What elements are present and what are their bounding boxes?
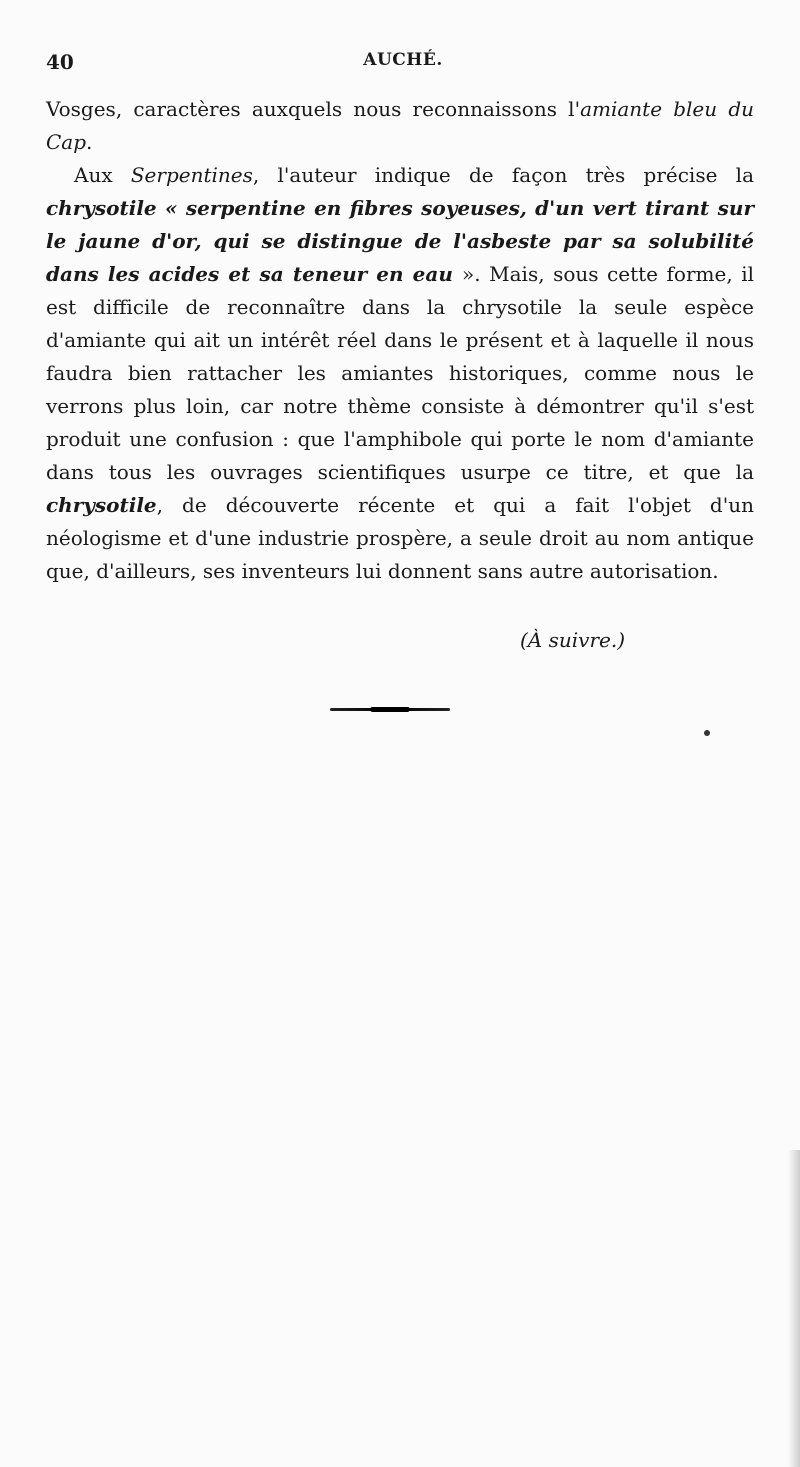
ink-speck — [704, 730, 710, 736]
paragraph-1-period: . — [86, 130, 93, 154]
body-text — [46, 93, 754, 588]
running-head: AUCHÉ. — [363, 50, 443, 70]
paragraph-1-italic: amiante bleu du Cap — [46, 97, 754, 154]
paragraph-2-quotation: « serpentine en fibres soyeuses, d'un vert tirant sur le jaune d'or, qui se distingue de l'asbeste par sa solubilité dans les acides et sa teneur en eau — [46, 196, 754, 286]
paragraph-1-text: Vosges, caractères auxquels nous reconnaissons l' — [46, 97, 581, 121]
page-header — [46, 50, 760, 82]
page-edge-shadow — [788, 1150, 800, 1467]
section-rule — [330, 708, 450, 711]
paragraph-2-text-d: , de découverte récente et qui a fait l'objet d'un néologisme et d'une industrie prospère, a seule droit au nom antique que, d'ailleurs, ses inventeurs lui donnent sans autre autorisation. — [46, 493, 754, 583]
paragraph-2-text-b: , l'auteur indique de façon très précise la — [252, 163, 754, 187]
paragraph-2-serpentines: Serpentines — [130, 163, 253, 187]
paragraph-2-text-c: ». Mais, sous cette forme, il est difficile de reconnaître dans la chrysotile la seule espèce d'amiante qui ait un intérêt réel dans le présent et à laquelle il nous faudra bien rattacher les amiantes historiques, comme nous le verrons plus loin, car notre thème consiste à démontrer qu'il s'est produit une confusion : que l'amphibole qui porte le nom d'amiante dans tous les ouvrages scientifiques usurpe ce titre, et que la — [46, 262, 755, 484]
paragraph-2-text-a: Aux — [74, 163, 131, 187]
continued-note: (À suivre.) — [520, 628, 625, 652]
page-number: 40 — [46, 50, 74, 74]
paragraph-2 — [46, 159, 754, 588]
paragraph-2-chrysotile-2: chrysotile — [46, 493, 157, 517]
paragraph-1 — [46, 93, 754, 159]
paragraph-2-chrysotile: chrysotile — [46, 196, 157, 220]
